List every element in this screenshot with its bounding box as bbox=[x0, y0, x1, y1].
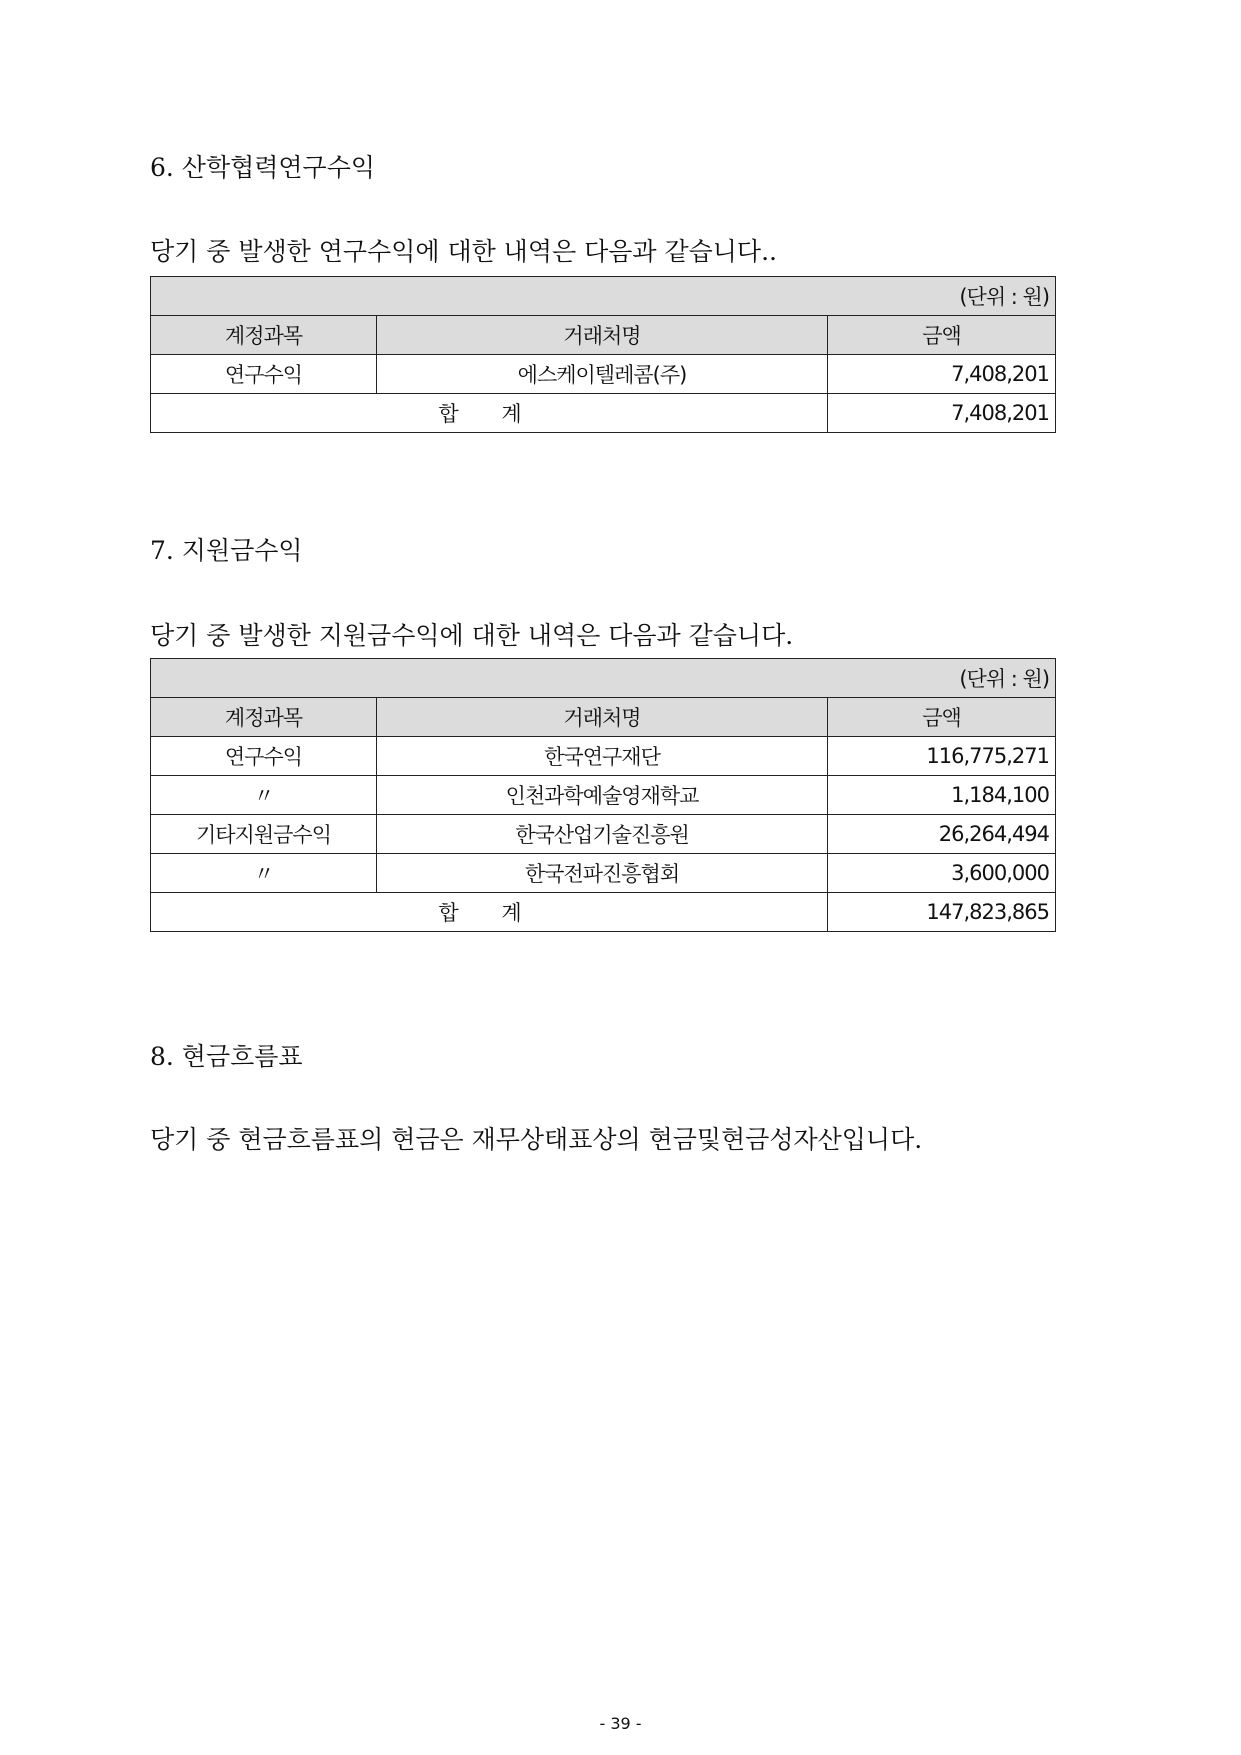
amount-cell: 1,184,100 bbox=[828, 776, 1056, 815]
account-cell: 연구수익 bbox=[151, 355, 377, 394]
client-cell: 한국산업기술진흥원 bbox=[377, 815, 828, 854]
client-cell: 인천과학예술영재학교 bbox=[377, 776, 828, 815]
amount-cell: 3,600,000 bbox=[828, 854, 1056, 893]
account-cell: 기타지원금수익 bbox=[151, 815, 377, 854]
section-6-intro: 당기 중 발생한 연구수익에 대한 내역은 다음과 같습니다.. bbox=[150, 237, 777, 266]
table-row bbox=[151, 815, 1056, 854]
page-number: - 39 - bbox=[599, 1714, 642, 1733]
total-label: 합 계 bbox=[151, 893, 828, 932]
total-label: 합 계 bbox=[151, 394, 828, 433]
unit-label: (단위 : 원) bbox=[151, 659, 1056, 698]
header-account: 계정과목 bbox=[151, 316, 377, 355]
amount-cell: 26,264,494 bbox=[828, 815, 1056, 854]
header-client: 거래처명 bbox=[377, 316, 828, 355]
client-cell: 한국전파진흥협회 bbox=[377, 854, 828, 893]
section-8-heading: 8. 현금흐름표 bbox=[150, 1042, 303, 1071]
amount-cell: 116,775,271 bbox=[828, 737, 1056, 776]
header-amount: 금액 bbox=[828, 698, 1056, 737]
table-row bbox=[151, 355, 1056, 394]
section-6-heading: 6. 산학협력연구수익 bbox=[150, 153, 375, 182]
section-7-heading: 7. 지원금수익 bbox=[150, 536, 303, 565]
total-amount: 7,408,201 bbox=[828, 394, 1056, 433]
total-row bbox=[151, 394, 1056, 433]
unit-label: (단위 : 원) bbox=[151, 277, 1056, 316]
client-cell: 한국연구재단 bbox=[377, 737, 828, 776]
table-row bbox=[151, 776, 1056, 815]
header-account: 계정과목 bbox=[151, 698, 377, 737]
amount-cell: 7,408,201 bbox=[828, 355, 1056, 394]
table-row bbox=[151, 737, 1056, 776]
section-7-intro: 당기 중 발생한 지원금수익에 대한 내역은 다음과 같습니다. bbox=[150, 621, 794, 650]
account-cell: 연구수익 bbox=[151, 737, 377, 776]
subsidy-revenue-table bbox=[150, 658, 1056, 932]
header-client: 거래처명 bbox=[377, 698, 828, 737]
total-amount: 147,823,865 bbox=[828, 893, 1056, 932]
account-cell: 〃 bbox=[151, 854, 377, 893]
table-row bbox=[151, 854, 1056, 893]
research-revenue-table bbox=[150, 276, 1056, 433]
client-cell: 에스케이텔레콤(주) bbox=[377, 355, 828, 394]
total-row bbox=[151, 893, 1056, 932]
account-cell: 〃 bbox=[151, 776, 377, 815]
header-amount: 금액 bbox=[828, 316, 1056, 355]
section-8-intro: 당기 중 현금흐름표의 현금은 재무상태표상의 현금및현금성자산입니다. bbox=[150, 1125, 923, 1154]
